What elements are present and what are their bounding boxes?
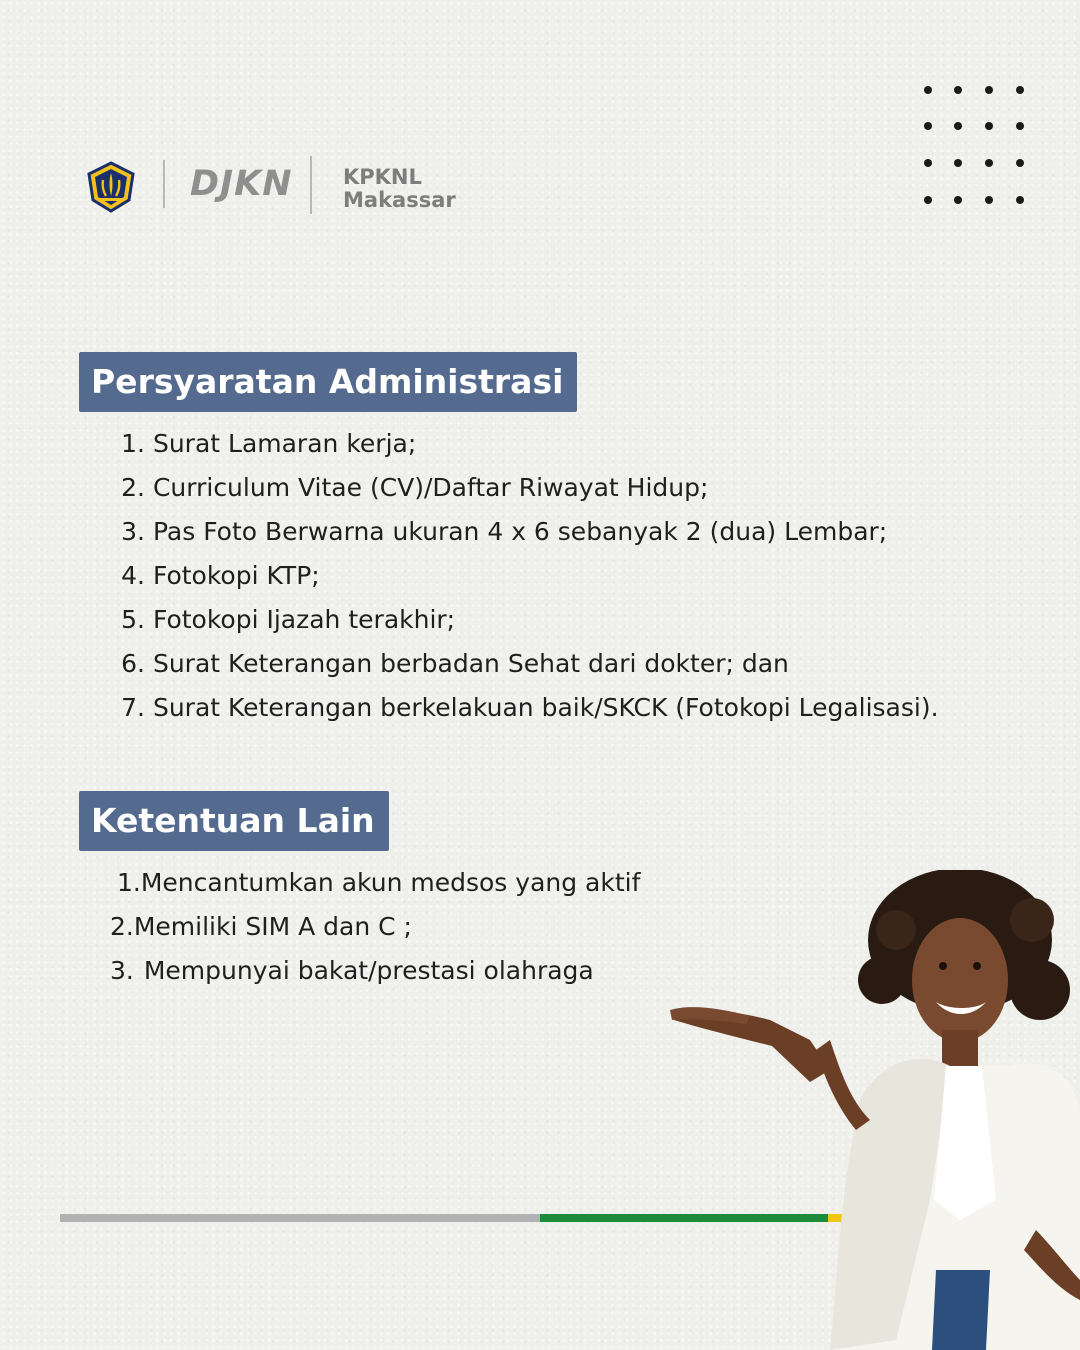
presenting-woman-image [660, 870, 1080, 1350]
item-number: 1. [121, 429, 145, 458]
item-text: Fotokopi Ijazah terakhir; [152, 605, 456, 634]
office-line-1: KPKNL [343, 165, 422, 189]
item-text: Curriculum Vitae (CV)/Daftar Riwayat Hidup; [152, 473, 709, 502]
item-number: 1. [117, 868, 141, 897]
item-text: Mencantumkan akun medsos yang aktif [140, 868, 641, 897]
list-item [110, 510, 939, 554]
item-number: 2. [110, 912, 134, 941]
list-item [110, 554, 939, 598]
other-terms-list [110, 861, 640, 993]
item-text: Mempunyai bakat/prestasi olahraga [143, 956, 594, 985]
item-number: 4. [121, 561, 145, 590]
item-number: 6. [121, 649, 145, 678]
dot-grid-decoration [920, 84, 1032, 208]
list-item [110, 686, 939, 730]
item-number: 2. [121, 473, 145, 502]
list-item [110, 598, 939, 642]
list-item [110, 642, 939, 686]
list-item [110, 905, 640, 949]
accent-bar-gray-segment [60, 1214, 540, 1222]
kemenkeu-emblem-icon [84, 160, 138, 214]
item-text: Surat Lamaran kerja; [152, 429, 417, 458]
item-text: Surat Keterangan berbadan Sehat dari dokter; dan [152, 649, 789, 678]
item-number: 3. [121, 517, 145, 546]
list-item [110, 949, 640, 993]
item-number: 7. [121, 693, 145, 722]
office-line-2: Makassar [343, 188, 456, 212]
item-text: Fotokopi KTP; [152, 561, 320, 590]
logo-divider [310, 156, 312, 214]
list-item [110, 861, 640, 905]
section-title-other-terms: Ketentuan Lain [79, 791, 389, 851]
item-number: 5. [121, 605, 145, 634]
item-number: 3. [110, 956, 134, 985]
list-item [110, 466, 939, 510]
djkn-logo: DJKN [190, 164, 293, 204]
section-title-administration: Persyaratan Administrasi [79, 352, 577, 412]
administration-requirements-list [110, 422, 939, 730]
item-text: Memiliki SIM A dan C ; [133, 912, 412, 941]
item-text: Surat Keterangan berkelakuan baik/SKCK (Fotokopi Legalisasi). [152, 693, 939, 722]
list-item [110, 422, 939, 466]
logo-divider [163, 160, 165, 208]
item-text: Pas Foto Berwarna ukuran 4 x 6 sebanyak 2 (dua) Lembar; [152, 517, 888, 546]
office-name [343, 166, 456, 212]
